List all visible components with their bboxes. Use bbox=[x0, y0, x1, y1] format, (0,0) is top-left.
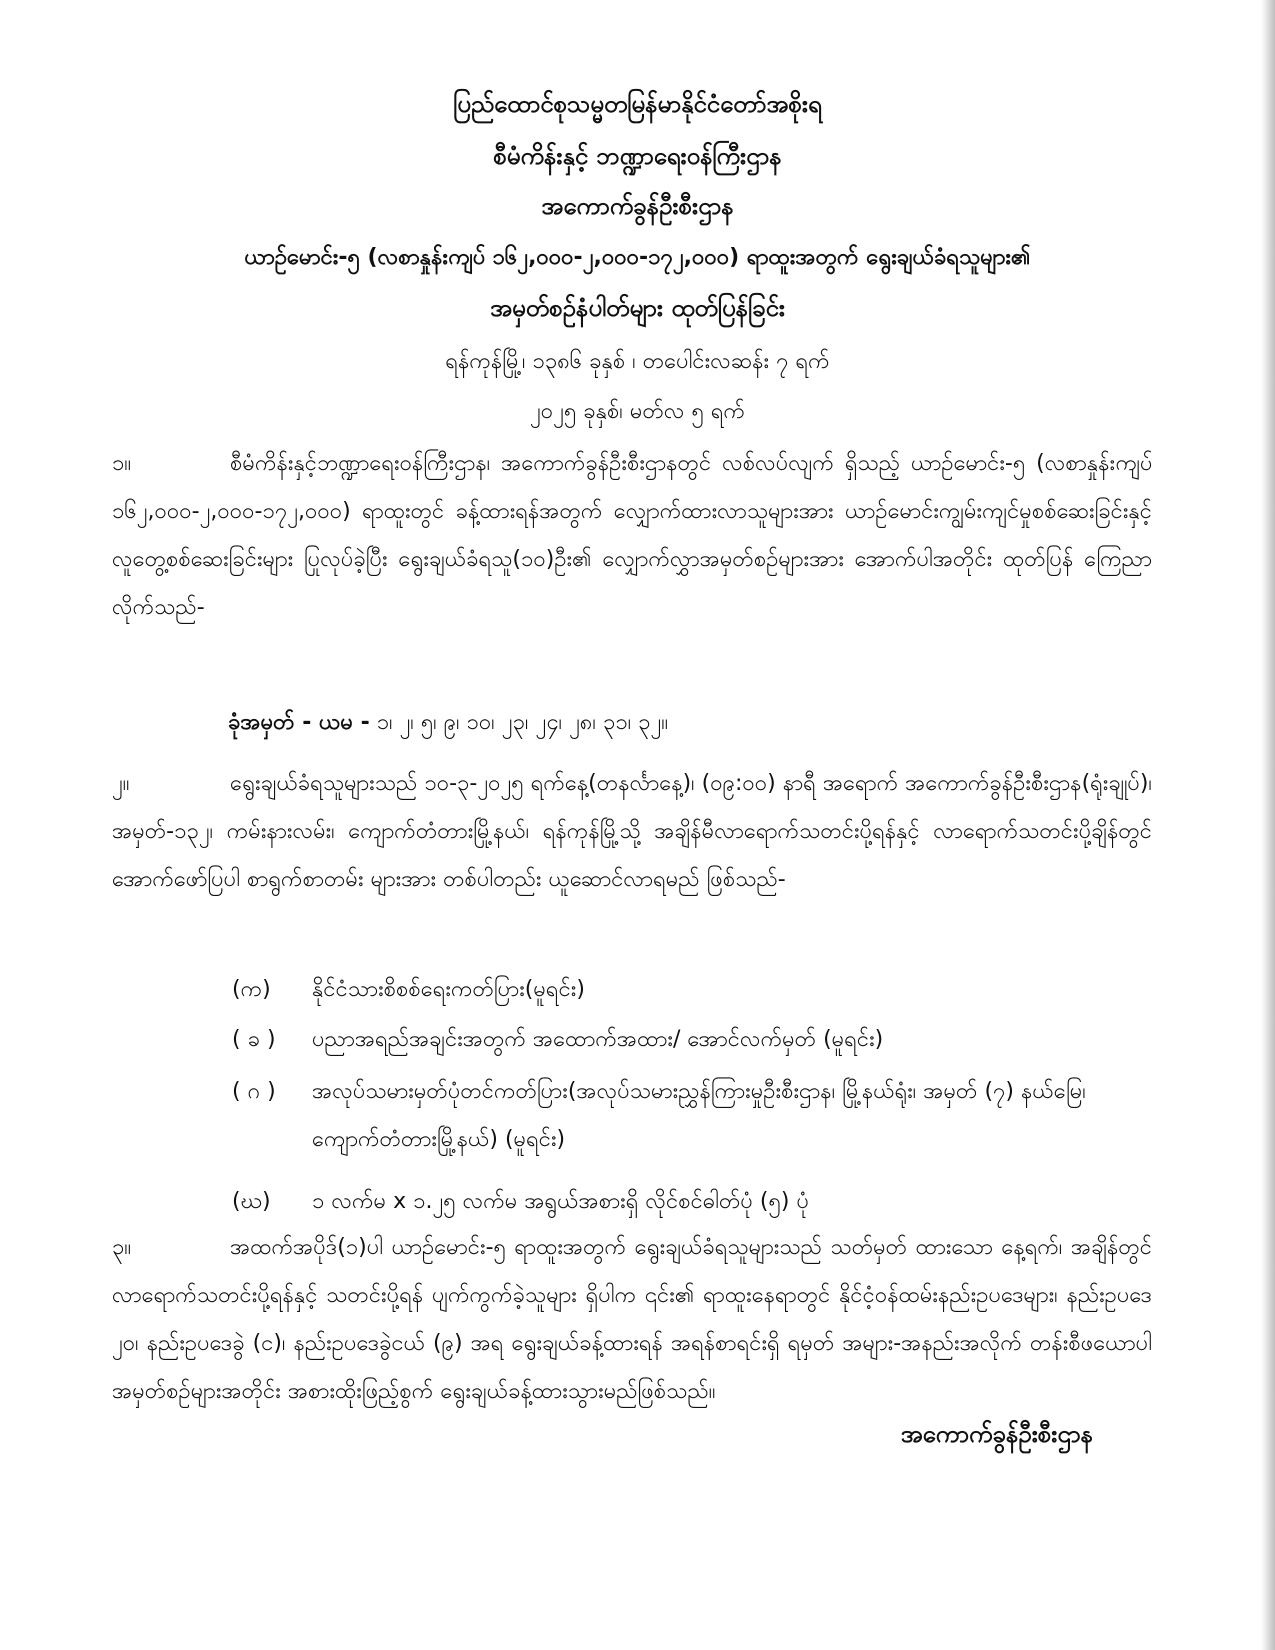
list-text: ပညာအရည်အချင်းအတွက် အထောက်အထား/ အောင်လက်မှတ် (မူရင်း) bbox=[312, 1027, 884, 1052]
header-subject-continued: အမှတ်စဉ်နံပါတ်များ ထုတ်ပြန်ခြင်း bbox=[489, 294, 786, 322]
header-department: အကောက်ခွန်ဦးစီးဌာန bbox=[541, 192, 734, 220]
list-text: ၁ လက်မ x ၁.၂၅ လက်မ အရွယ်အစားရှိ လိုင်စင်ဓါတ်ပုံ (၅) ပုံ bbox=[312, 1189, 809, 1214]
seat-numbers-values: ၁၊ ၂၊ ၅၊ ၉၊ ၁၀၊ ၂၃၊ ၂၄၊ ၂၈၊ ၃၁၊ ၃၂။ bbox=[376, 710, 669, 735]
list-marker: (ဃ) bbox=[232, 1189, 271, 1214]
paragraph-3 bbox=[112, 1224, 1152, 1416]
paragraph-1 bbox=[112, 440, 1152, 632]
paragraph-3-number: ၃။ bbox=[112, 1235, 132, 1260]
seat-numbers-line bbox=[228, 706, 1128, 740]
document-list-item bbox=[232, 1016, 1112, 1064]
paragraph-1-number: ၁။ bbox=[112, 451, 132, 476]
date-gregorian: ၂၀၂၅ ခုနှစ်၊ မတ်လ ၅ ရက် bbox=[529, 399, 746, 424]
paragraph-2-number: ၂။ bbox=[112, 771, 130, 796]
paragraph-3-text: အထက်အပိုဒ်(၁)ပါ ယာဉ်မောင်း-၅ ရာထူးအတွက် ရွေးချယ်ခံရသူများသည် သတ်မှတ် ထားသော နေ့ရက်၊ အချိန်တွင် လာရောက်သတင်းပို့ရန်နှင့် သတင်းပို့ရန် ပျက်ကွက်ခဲ့သူများ ရှိပါက ၎င်း၏ ရာထူးနေရာတွင် နိုင်ငံ့ဝန်ထမ်းနည်းဥပဒေများ၊ နည်းဥပဒေ ၂၀၊ နည်းဥပဒေခွဲ (င)၊ နည်းဥပဒေခွဲငယ် (၉) အရ ရွေးချယ်ခန့်ထားရန် အရန်စာရင်းရှိ ရမှတ် အများ-အနည်းအလိုက် တန်းစီဖယောပါ အမှတ်စဉ်များအတိုင်း အစားထိုးဖြည့်စွက် ရွေးချယ်ခန့်ထားသွားမည်ဖြစ်သည်။ bbox=[112, 1235, 1152, 1404]
document-list-item bbox=[232, 1178, 1112, 1226]
paragraph-2-text: ရွေးချယ်ခံရသူများသည် ၁၀-၃-၂၀၂၅ ရက်နေ့(တနင်္လာနေ့)၊ (၀၉:၀၀) နာရီ အရောက် အကောက်ခွန်ဦးစီးဌာန(ရုံးချုပ်)၊ အမှတ်-၁၃၂၊ ကမ်းနားလမ်း၊ ကျောက်တံတားမြို့နယ်၊ ရန်ကုန်မြို့သို့ အချိန်မီလာရောက်သတင်းပို့ရန်နှင့် လာရောက်သတင်းပို့ချိန်တွင် အောက်ဖော်ပြပါ စာရွက်စာတမ်း များအား တစ်ပါတည်း ယူဆောင်လာရမည် ဖြစ်သည်- bbox=[112, 771, 1152, 892]
document-list-item bbox=[232, 1068, 1112, 1164]
list-marker: ( ဂ ) bbox=[232, 1079, 276, 1104]
list-text: အလုပ်သမားမှတ်ပုံတင်ကတ်ပြား(အလုပ်သမားညွှန်ကြားမှုဦးစီးဌာန၊ မြို့နယ်ရုံး၊ အမှတ် (၇) နယ်မြေ၊ ကျောက်တံတားမြို့နယ်) (မူရင်း) bbox=[312, 1079, 1086, 1152]
signature-department: အကောက်ခွန်ဦးစီးဌာန bbox=[900, 1420, 1093, 1448]
header-subject: ယာဉ်မောင်း-၅ (လစာနှုန်းကျပ် ၁၆၂,၀၀၀-၂,၀၀၀-၁၇၂,၀၀၀) ရာထူးအတွက် ရွေးချယ်ခံရသူများ၏ bbox=[244, 245, 1031, 270]
document-list-item bbox=[232, 966, 1112, 1014]
paragraph-1-text: စီမံကိန်းနှင့်ဘဏ္ဍာရေးဝန်ကြီးဌာန၊ အကောက်ခွန်ဦးစီးဌာနတွင် လစ်လပ်လျက် ရှိသည့် ယာဉ်မောင်း-၅ (လစာနှုန်းကျပ် ၁၆၂,၀၀၀-၂,၀၀၀-၁၇၂,၀၀၀) ရာထူးတွင် ခန့်ထားရန်အတွက် လျှောက်ထားလာသူများအား ယာဉ်မောင်းကျွမ်းကျင်မှုစစ်ဆေးခြင်းနှင့် လူတွေ့စစ်ဆေးခြင်းများ ပြုလုပ်ခဲ့ပြီး ရွေးချယ်ခံရသူ(၁၀)ဦး၏ လျှောက်လွှာအမှတ်စဉ်များအား အောက်ပါအတိုင်း ထုတ်ပြန် ကြေညာလိုက်သည်- bbox=[112, 451, 1152, 620]
list-marker: ( ခ ) bbox=[232, 1027, 276, 1052]
header-government: ပြည်ထောင်စုသမ္မတမြန်မာနိုင်ငံတော်အစိုးရ bbox=[453, 90, 822, 118]
date-myanmar-calendar: ရန်ကုန်မြို့၊ ၁၃၈၆ ခုနှစ် ၊ တပေါင်းလဆန်း ၇ ရက် bbox=[445, 349, 830, 374]
header-ministry: စီမံကိန်းနှင့် ဘဏ္ဍာရေးဝန်ကြီးဌာန bbox=[493, 142, 782, 170]
list-marker: (က) bbox=[232, 977, 271, 1002]
seat-numbers-label: ခုံအမှတ် - ယမ - bbox=[228, 710, 370, 735]
scan-edge-shadow bbox=[1261, 0, 1275, 1650]
list-text: နိုင်ငံသားစိစစ်ရေးကတ်ပြား(မူရင်း) bbox=[312, 977, 585, 1002]
paragraph-2 bbox=[112, 760, 1152, 904]
